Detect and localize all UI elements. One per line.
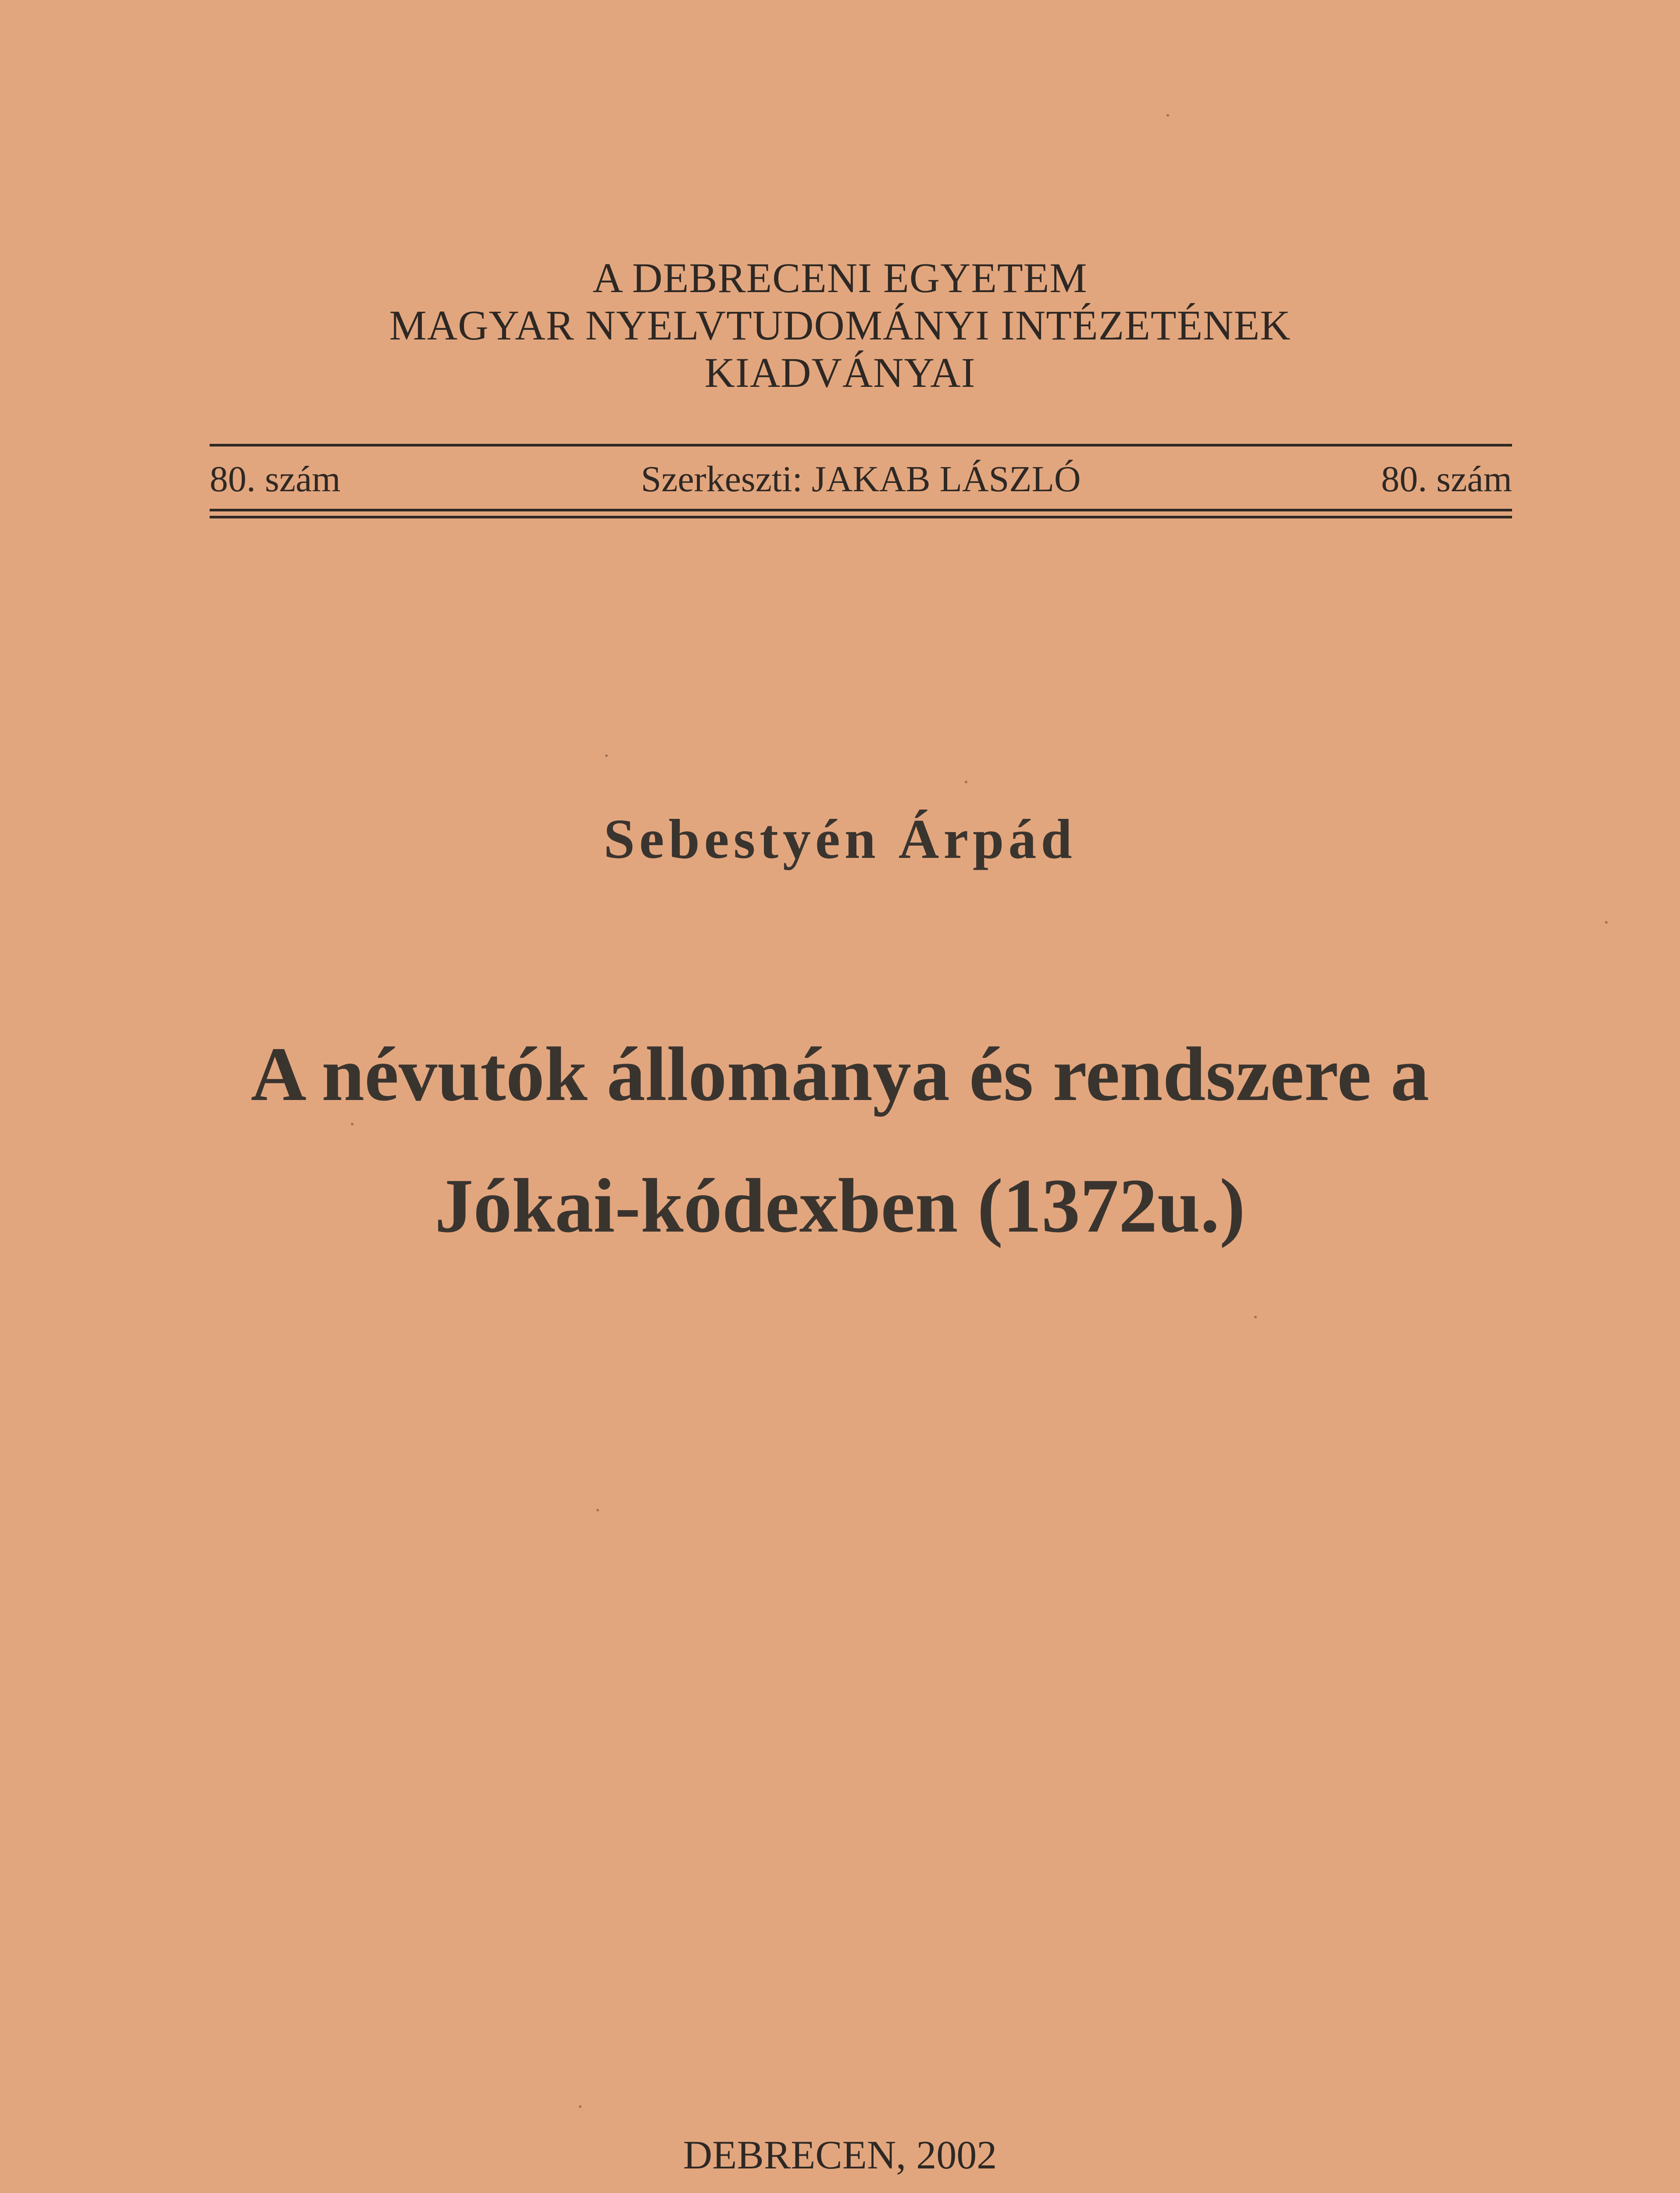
paper-speck (579, 2105, 581, 2108)
title-line-1: A névutók állománya és rendszere a (250, 1032, 1430, 1117)
paper-speck (596, 1509, 599, 1511)
title-line-2: Jókai-kódexben (1372u.) (435, 1163, 1245, 1249)
series-line-1: A DEBRECENI EGYETEM (592, 254, 1088, 301)
series-info-row (210, 455, 1512, 504)
imprint-place-year: DEBRECEN, 2002 (683, 2132, 997, 2177)
series-line-3: KIADVÁNYAI (704, 349, 976, 396)
bottom-rule-lower (210, 516, 1512, 518)
series-header (0, 254, 1680, 396)
top-rule (210, 444, 1512, 446)
issue-number-right: 80. szám (1381, 459, 1512, 500)
paper-speck (605, 754, 608, 757)
editor-credit: Szerkeszti: JAKAB LÁSZLÓ (641, 459, 1081, 500)
paper-speck (965, 781, 967, 783)
paper-speck (1166, 114, 1169, 117)
paper-speck (1254, 1316, 1257, 1318)
author-name: Sebestyén Árpád (603, 808, 1077, 870)
bottom-rule-upper (210, 509, 1512, 511)
book-title (0, 1009, 1680, 1272)
series-line-2: MAGYAR NYELVTUDOMÁNYI INTÉZETÉNEK (389, 302, 1291, 349)
paper-speck (1605, 921, 1608, 924)
paper-speck (351, 1123, 353, 1125)
issue-number-left: 80. szám (210, 459, 341, 500)
